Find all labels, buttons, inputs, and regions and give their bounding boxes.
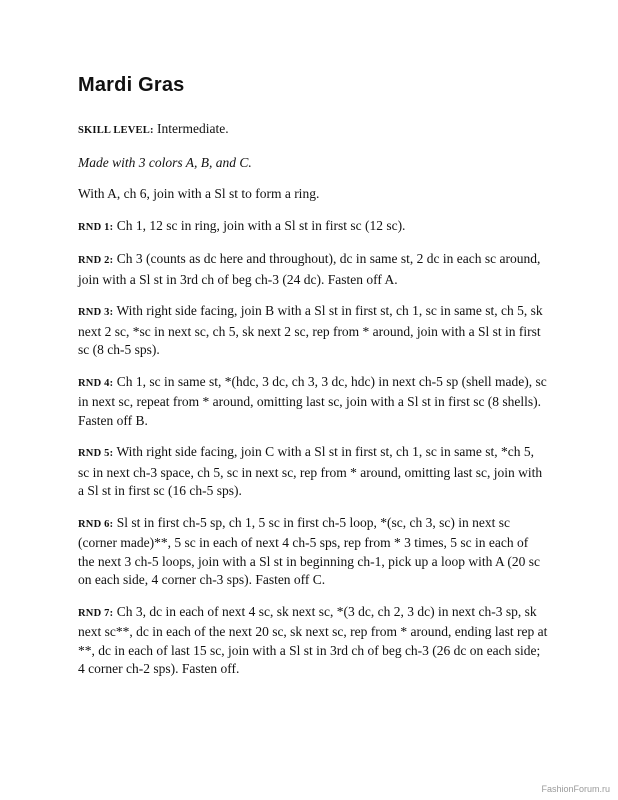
round-text: Ch 3, dc in each of next 4 sc, sk next sc, *(3 dc, ch 2, 3 dc) in next ch-3 sp, sk next sc**, dc in each of the next 20 sc, sk next sc, rep from * around, ending last rep at **, dc in each of last 15 sc, join with a Sl st in 3rd ch of beg ch-3 (26 dc on each side; 4 corner ch-2 sps). Fasten off.	[78, 603, 548, 676]
round-text: Ch 1, sc in same st, *(hdc, 3 dc, ch 3, 3 dc, hdc) in next ch-5 sp (shell made), sc in next sc, repeat from * around, omitting last sc, join with a Sl st in first sc (8 shells). Fasten off B.	[78, 373, 547, 428]
pattern-body	[78, 120, 548, 692]
round-text: With right side facing, join C with a Sl st in first st, ch 1, sc in same st, *ch 5, sc in next ch-3 space, ch 5, sc in next sc, rep from * around, omitting last sc, join with a Sl st in first sc (16 ch-5 sps).	[78, 444, 543, 498]
round-label: RND 1:	[78, 221, 114, 233]
round-5	[78, 443, 548, 501]
skill-level-value: Intermediate.	[153, 121, 229, 136]
round-6	[78, 514, 548, 590]
round-label: RND 5:	[78, 448, 114, 459]
round-2	[78, 250, 548, 289]
round-label: RND 3:	[78, 307, 114, 318]
round-label: RND 6:	[78, 518, 114, 530]
round-text: Sl st in first ch-5 sp, ch 1, 5 sc in first ch-5 loop, *(sc, ch 3, sc) in next sc (corner made)**, 5 sc in each of next 4 ch-5 sps, rep from * 3 times, 5 sc in each of the next 3 ch-5 loops, join with a Sl st in beginning ch-1, pick up a loop with A (20 sc on each side, 4 corner ch-3 sps). Fasten off C.	[78, 514, 540, 587]
site-watermark: FashionForum.ru	[541, 784, 610, 794]
intro-instruction: With A, ch 6, join with a Sl st to form a ring.	[78, 186, 320, 201]
round-label: RND 2:	[78, 255, 114, 266]
round-text: Ch 3 (counts as dc here and throughout), dc in same st, 2 dc in each sc around, join with a Sl st in 3rd ch of beg ch-3 (24 dc). Fasten off A.	[78, 251, 541, 287]
round-text: Ch 1, 12 sc in ring, join with a Sl st in first sc (12 sc).	[113, 217, 406, 233]
pattern-title: Mardi Gras	[78, 74, 185, 96]
round-7	[78, 603, 548, 679]
round-label: RND 4:	[78, 377, 114, 389]
round-3	[78, 302, 548, 360]
round-text: With right side facing, join B with a Sl st in first st, ch 1, sc in same st, ch 5, sk next 2 sc, *sc in next sc, ch 5, sk next 2 sc, rep from * around, join with a Sl st in first sc (8 ch-5 sps).	[78, 303, 543, 357]
round-label: RND 7:	[78, 607, 114, 619]
round-4	[78, 373, 548, 431]
skill-level-line	[78, 120, 548, 141]
skill-level-label: SKILL LEVEL:	[78, 125, 154, 136]
round-1	[78, 217, 548, 238]
materials-note: Made with 3 colors A, B, and C.	[78, 154, 252, 170]
